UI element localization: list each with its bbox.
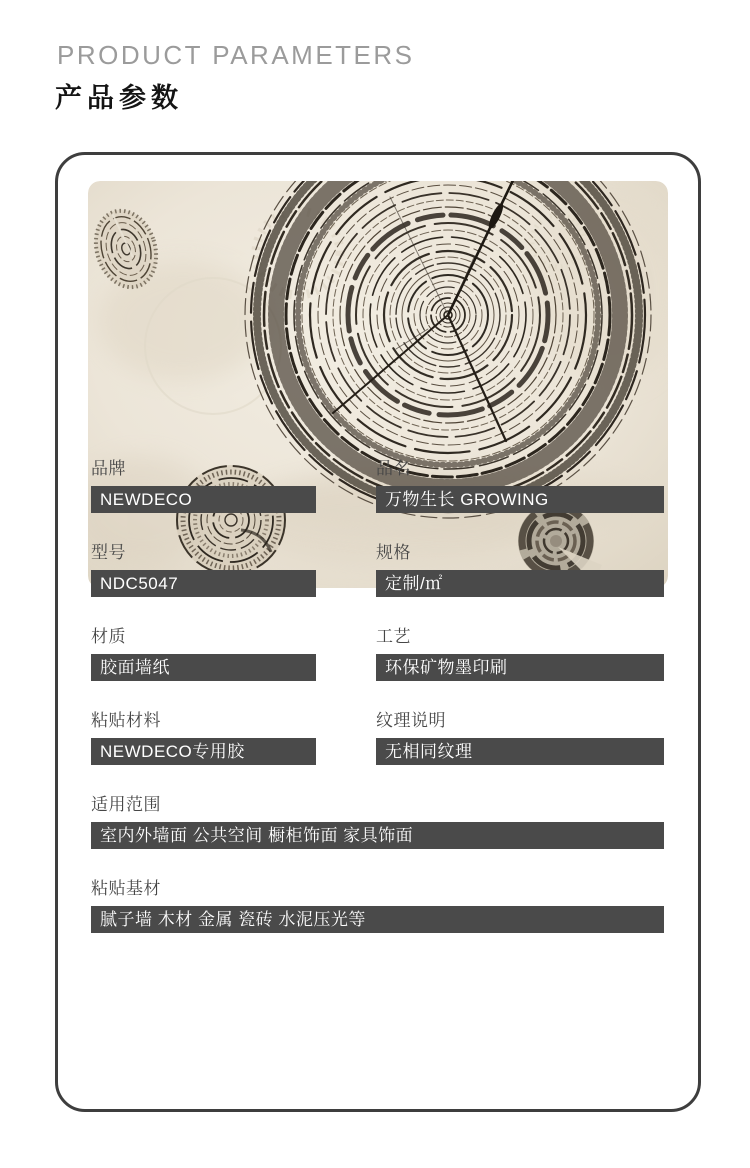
param-application-scope-label: 适用范围 [91, 795, 161, 814]
param-spec-label: 规格 [376, 543, 411, 562]
param-product-name-value: 万物生长 GROWING [376, 486, 664, 513]
param-texture-note-label: 纹理说明 [376, 711, 446, 730]
param-material [91, 626, 316, 681]
param-product-name-label: 品名 [376, 459, 411, 478]
param-craft-value: 环保矿物墨印刷 [376, 654, 664, 681]
param-adhesive-material [91, 710, 316, 765]
param-application-scope-value: 室内外墙面 公共空间 橱柜饰面 家具饰面 [91, 822, 664, 849]
param-brand-label: 品牌 [91, 459, 126, 478]
param-application-scope [91, 794, 664, 849]
param-craft [376, 626, 664, 681]
param-spec-value: 定制/㎡ [376, 570, 664, 597]
page-title-english: PRODUCT PARAMETERS [57, 40, 415, 70]
param-substrate [91, 878, 664, 933]
param-adhesive-material-label: 粘贴材料 [91, 711, 161, 730]
param-material-label: 材质 [91, 627, 126, 646]
param-material-value: 胶面墙纸 [91, 654, 316, 681]
param-craft-label: 工艺 [376, 627, 411, 646]
param-spec [376, 542, 664, 597]
parameters-grid [91, 458, 664, 962]
param-texture-note [376, 710, 664, 765]
param-substrate-value: 腻子墙 木材 金属 瓷砖 水泥压光等 [91, 906, 664, 933]
page-title-chinese: 产品参数 [55, 83, 183, 113]
param-brand-value: NEWDECO [91, 486, 316, 513]
param-adhesive-material-value: NEWDECO专用胶 [91, 738, 316, 765]
param-model-label: 型号 [91, 543, 126, 562]
parameters-card [55, 152, 701, 1112]
param-model-value: NDC5047 [91, 570, 316, 597]
param-model [91, 542, 316, 597]
param-substrate-label: 粘贴基材 [91, 879, 161, 898]
param-brand [91, 458, 316, 513]
param-product-name [376, 458, 664, 513]
param-texture-note-value: 无相同纹理 [376, 738, 664, 765]
